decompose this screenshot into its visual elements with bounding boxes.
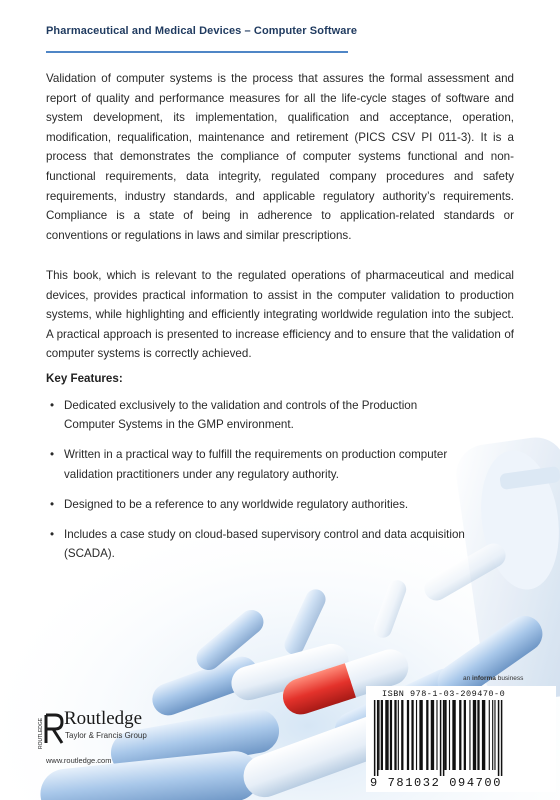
informa-suffix: business: [497, 675, 524, 682]
barcode-bar: [381, 700, 383, 770]
key-features-heading: Key Features:: [46, 372, 123, 385]
barcode-guard-bar: [443, 700, 445, 776]
barcode-bar: [489, 700, 490, 770]
barcode-guard-bar: [498, 700, 500, 776]
key-feature-item: [46, 396, 466, 434]
description-paragraph-1: Validation of computer systems is the process that assures the formal assessment and report of quality and performance measures for all the life-cycle stages of software and system development, its implementation, qualification and acceptance, operation, modification, requalification, maintenance and retirement (PICS CSV PI 011-3). It is a process that demonstrates the compliance of computer systems functional and non-functional requirements, data integrity, regulated company procedures and safety requirements, industry standards, and applicable regulatory authority’s requirements. Compliance is a state of being in adherence to application-related standards or conventions or regulations in laws and similar prescriptions.: [46, 72, 514, 242]
key-feature-item: [46, 525, 466, 563]
key-feature-item: [46, 495, 466, 514]
barcode-bar: [431, 700, 434, 770]
header-divider: [46, 51, 348, 53]
key-feature-text: Designed to be a reference to any worldwide regulatory authorities.: [64, 497, 409, 511]
barcode-bar: [477, 700, 479, 770]
bullet-dot-icon: •: [50, 528, 55, 542]
barcode-bar: [482, 700, 485, 770]
publisher-url[interactable]: www.routledge.com: [46, 756, 112, 765]
informa-prefix: an: [463, 675, 471, 682]
barcode-bar: [419, 700, 422, 770]
description-paragraph-2: This book, which is relevant to the regulated operations of pharmaceutical and medical devices, provides practical information to assist in the computer validation to production systems, while highlighting and efficiently integrating worldwide regulation into the subject. A practical approach is presented to increase efficiency and to ensure that the validation of computer systems is correctly achieved.: [46, 269, 514, 361]
barcode-bar: [394, 700, 396, 770]
barcode-digits: 9 781032 094700: [370, 776, 503, 790]
barcode-bar: [492, 700, 493, 770]
bullet-dot-icon: •: [50, 399, 55, 412]
barcode-bar: [416, 700, 417, 770]
barcode-bar: [401, 700, 403, 770]
key-feature-text: Dedicated exclusively to the validation and controls of the Production Computer Systems in the GMP environment.: [64, 399, 418, 432]
informa-name: informa: [472, 675, 496, 682]
publisher-group: Taylor & Francis Group: [65, 731, 147, 740]
barcode-bar: [452, 700, 455, 770]
routledge-r-logo-icon: [36, 709, 64, 749]
bullet-dot-icon: •: [50, 448, 55, 462]
barcode-bar: [469, 700, 470, 770]
bullet-dot-icon: •: [50, 497, 55, 511]
publisher-block[interactable]: [36, 705, 176, 765]
barcode-bar: [426, 700, 428, 770]
barcode-bar: [398, 700, 399, 770]
barcode-bar: [459, 700, 461, 770]
publisher-name: Routledge: [64, 708, 143, 729]
barcode-bar: [449, 700, 450, 770]
series-title: Pharmaceutical and Medical Devices – Computer Software: [46, 25, 358, 37]
barcode-bar: [378, 700, 379, 770]
barcode-bar: [436, 700, 437, 770]
barcode-bar: [411, 700, 413, 770]
barcode-bar: [494, 700, 495, 770]
barcode-bar: [473, 700, 476, 770]
barcode-guard-bar: [501, 700, 503, 776]
barcode-image: [372, 700, 552, 776]
barcode-bar: [464, 700, 466, 770]
isbn-label: ISBN 978-1-03-209470-0: [382, 689, 506, 699]
key-feature-text: Written in a practical way to fulfill the requirements on production computer validation practitioners under any regulatory authority.: [64, 448, 448, 481]
barcode-bar: [390, 700, 392, 770]
key-feature-item: [46, 445, 466, 483]
barcode-bar: [385, 700, 388, 770]
key-features-list: [46, 396, 466, 574]
key-feature-text: Includes a case study on cloud-based supervisory control and data acquisition (SCADA).: [64, 528, 465, 561]
barcode-bar: [407, 700, 409, 770]
barcode-bar: [444, 700, 446, 770]
barcode-guard-bar: [440, 700, 442, 776]
logo-vertical-text: ROUTLEDGE: [38, 717, 44, 749]
barcode-guard-bar: [374, 700, 376, 776]
barcode-guard-bar: [377, 700, 379, 776]
informa-business-tag: [463, 675, 523, 682]
